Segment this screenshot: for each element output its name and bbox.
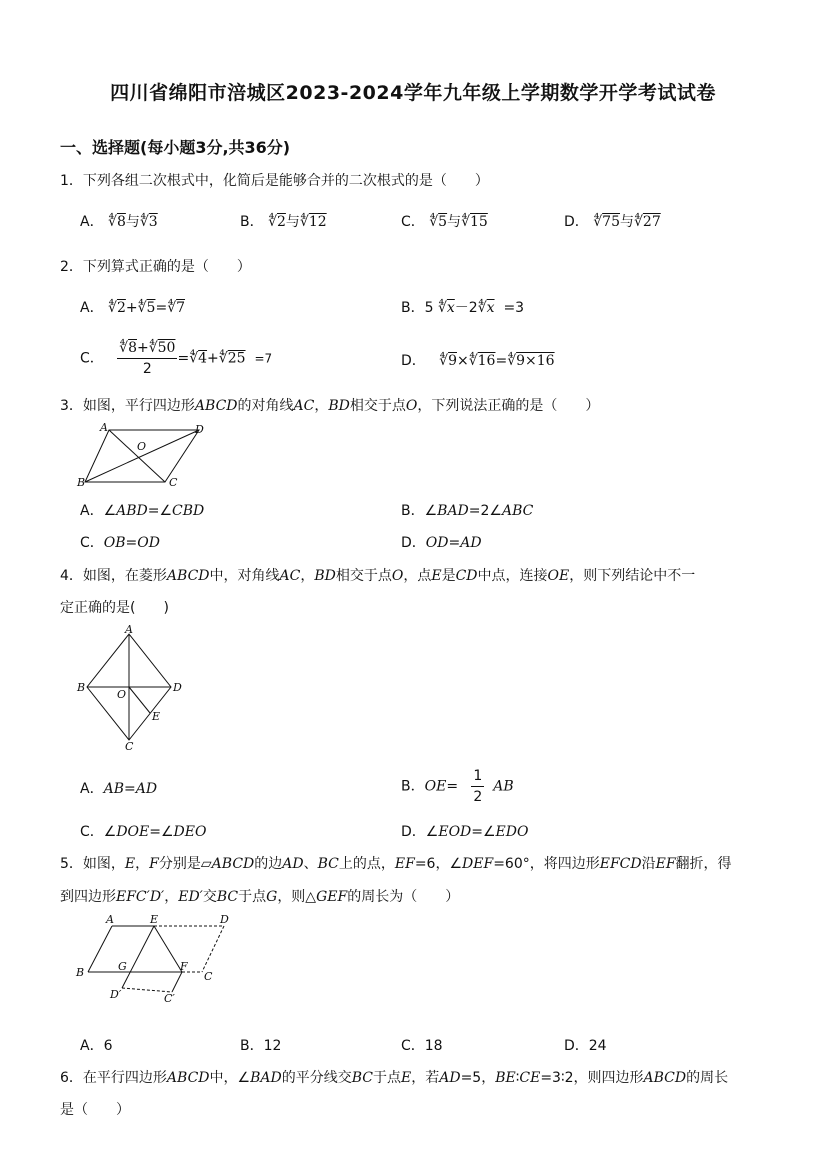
- q3-option-d: D．OD=AD: [401, 535, 482, 551]
- q4-option-b: B．OE= $\frac{1}{2}$ AB: [401, 768, 514, 805]
- question-1-stem: 1．下列各组二次根式中，化简后是能够合并的二次根式的是（ ）: [60, 173, 489, 189]
- q4-label-e: E: [152, 710, 161, 723]
- question-4-stem-line2: 定正确的是( ): [60, 600, 169, 616]
- q5-option-b: B．12: [240, 1038, 282, 1054]
- q5-option-d: D．24: [564, 1038, 607, 1054]
- q5-option-a: A．6: [80, 1038, 113, 1054]
- q4-option-a: A．AB=AD: [80, 781, 158, 797]
- question-4-stem-line1: 4．如图，在菱形ABCD中，对角线AC，BD相交于点O，点E是CD中点，连接OE，则下列结论中不一: [60, 568, 696, 584]
- q3-label-o: O: [137, 440, 147, 453]
- q1-option-b: B． ∜2与∜12: [240, 214, 327, 230]
- q2-option-c: C． $\frac{∜8+∜50}{2}$ =∜4+∜25 =7: [80, 340, 273, 377]
- q3-label-d: D: [195, 423, 204, 436]
- q5-label-e: E: [150, 913, 159, 926]
- q5-label-g: G: [118, 960, 127, 973]
- q2-option-d: D． ∜9×∜16=∜9×16: [401, 353, 555, 369]
- q1-option-a: A． ∜8与∜3: [80, 214, 158, 230]
- q4-label-c: C: [125, 740, 134, 752]
- question-5-stem-line1: 5．如图，E，F分别是▱ABCD的边AD、BC上的点，EF=6，∠DEF=60°，将四边形EFCD沿EF翻折，得: [60, 856, 732, 872]
- q5-label-f: F: [180, 960, 188, 973]
- q5-label-a: A: [106, 913, 114, 926]
- q1-option-d: D． ∜75与∜27: [564, 214, 661, 230]
- q3-label-c: C: [169, 476, 178, 489]
- q5-fold-figure: [72, 910, 242, 1010]
- question-6-stem-line2: 是（ ）: [60, 1102, 130, 1118]
- q3-label-a: A: [100, 421, 108, 434]
- q3-parallelogram-figure: [75, 420, 215, 490]
- q4-label-a: A: [125, 623, 133, 636]
- q4-label-d: D: [173, 681, 182, 694]
- page-title: 四川省绵阳市涪城区2023-2024学年九年级上学期数学开学考试试卷: [110, 82, 716, 104]
- q5-label-d: D: [220, 913, 229, 926]
- q5-option-c: C．18: [401, 1038, 443, 1054]
- question-3-stem: 3．如图，平行四边形ABCD的对角线AC，BD相交于点O，下列说法正确的是（ ）: [60, 398, 600, 414]
- section-heading: 一、选择题(每小题3分,共36分): [60, 138, 291, 157]
- question-5-stem-line2: 到四边形EFC′D′，ED′交BC于点G，则△GEF的周长为（ ）: [60, 889, 460, 905]
- q4-label-o: O: [117, 688, 127, 701]
- q2-c-fraction: $\frac{∜8+∜50}{2}$: [119, 340, 176, 377]
- q5-label-c: C: [204, 970, 213, 983]
- q3-label-b: B: [77, 476, 86, 489]
- question-6-stem-line1: 6．在平行四边形ABCD中，∠BAD的平分线交BC于点E，若AD=5，BE∶CE=3∶2，则四边形ABCD的周长: [60, 1070, 729, 1086]
- q4-option-c: C．∠DOE=∠DEO: [80, 824, 207, 840]
- q5-label-b: B: [76, 966, 85, 979]
- q4-rhombus-figure: [75, 622, 185, 752]
- q5-label-d-prime: D′: [110, 988, 122, 1001]
- q2-option-a: A． ∜2+∜5=∜7: [80, 300, 186, 316]
- q1-option-c: C． ∜5与∜15: [401, 214, 488, 230]
- q4-b-fraction: $\frac{1}{2}$: [473, 768, 483, 805]
- question-2-stem: 2．下列算式正确的是（ ）: [60, 259, 251, 275]
- q3-option-a: A．∠ABD=∠CBD: [80, 503, 205, 519]
- q5-label-c-prime: C′: [164, 992, 175, 1005]
- q4-label-b: B: [77, 681, 86, 694]
- q3-option-c: C．OB=OD: [80, 535, 160, 551]
- q3-option-b: B．∠BAD=2∠ABC: [401, 503, 534, 519]
- q4-option-d: D．∠EOD=∠EDO: [401, 824, 529, 840]
- q2-option-b: B．5 $∜\overline{x}-2∜\overline{x} =3$: [401, 300, 525, 316]
